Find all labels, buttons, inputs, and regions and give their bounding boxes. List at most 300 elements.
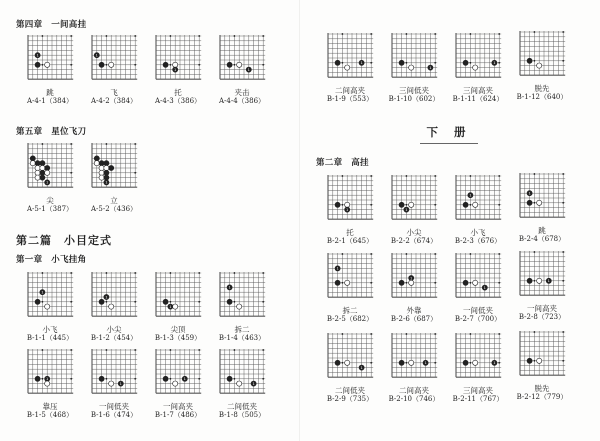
go-board-diagram — [218, 348, 267, 397]
black-stone-icon — [227, 376, 232, 381]
go-board-diagram — [218, 271, 267, 320]
svg-text:1: 1 — [183, 377, 186, 382]
go-board-diagram — [154, 271, 203, 320]
star-point-icon — [406, 62, 408, 64]
star-point-icon — [106, 301, 108, 303]
star-point-icon — [134, 143, 136, 145]
black-stone-icon — [399, 360, 404, 365]
joseki-name: 二间低夹 — [335, 386, 365, 396]
joseki-name: 小飞 — [42, 325, 58, 335]
svg-text:1: 1 — [528, 191, 531, 196]
joseki-code-page-ref: B-1-2（454） — [90, 334, 138, 343]
svg-text:1: 1 — [252, 381, 255, 386]
star-point-icon — [562, 251, 564, 253]
star-point-icon — [406, 204, 408, 206]
star-point-icon — [70, 378, 72, 380]
svg-text:1: 1 — [105, 180, 108, 185]
star-point-icon — [342, 362, 344, 364]
go-board-diagram — [154, 348, 203, 397]
black-stone-icon — [399, 202, 404, 207]
joseki-name: 二间低夹 — [227, 402, 257, 412]
svg-text:1: 1 — [493, 61, 496, 66]
star-point-icon — [262, 301, 264, 303]
star-point-icon — [534, 173, 536, 175]
joseki-code-page-ref: B-2-7（700） — [454, 315, 502, 324]
joseki-code-page-ref: B-2-10（746） — [388, 395, 440, 404]
joseki-name: 三间高夹 — [463, 86, 493, 96]
joseki-code-page-ref: B-2-1（645） — [326, 237, 374, 246]
joseki-code-page-ref: B-2-6（687） — [390, 315, 438, 324]
star-point-icon — [370, 204, 372, 206]
svg-text:1: 1 — [336, 266, 339, 271]
star-point-icon — [134, 64, 136, 66]
chapter-heading: 第五章 星位飞刀 — [16, 127, 87, 137]
star-point-icon — [498, 175, 500, 177]
star-point-icon — [342, 62, 344, 64]
go-board-diagram — [326, 332, 375, 381]
joseki-code-page-ref: A-5-1（387） — [26, 205, 74, 214]
star-point-icon — [42, 143, 44, 145]
svg-text:1: 1 — [119, 381, 122, 386]
joseki-name: 三间低夹 — [399, 86, 429, 96]
star-point-icon — [262, 349, 264, 351]
joseki-name: 立 — [110, 196, 118, 206]
go-board-diagram — [390, 252, 439, 301]
svg-text:1: 1 — [410, 276, 413, 281]
black-stone-icon — [463, 360, 468, 365]
chapter-heading: 第一章 小飞挂角 — [16, 255, 87, 265]
joseki-code-page-ref: A-4-2（384） — [90, 97, 138, 106]
star-point-icon — [134, 349, 136, 351]
svg-text:1: 1 — [174, 67, 177, 72]
star-point-icon — [434, 362, 436, 364]
joseki-entry — [502, 330, 582, 402]
white-stone-icon — [104, 165, 109, 170]
joseki-entry — [202, 348, 282, 420]
go-board-diagram — [518, 250, 567, 299]
go-board-diagram — [90, 348, 139, 397]
star-point-icon — [70, 35, 72, 37]
star-point-icon — [262, 378, 264, 380]
star-point-icon — [434, 204, 436, 206]
black-stone-icon — [335, 280, 340, 285]
joseki-name: 脱先 — [534, 384, 550, 394]
joseki-entry — [202, 34, 282, 106]
white-stone-icon — [99, 165, 104, 170]
white-stone-icon — [45, 170, 50, 175]
star-point-icon — [170, 64, 172, 66]
white-stone-icon — [30, 161, 35, 166]
black-stone-icon — [109, 165, 114, 170]
svg-text:1: 1 — [228, 285, 231, 290]
white-stone-icon — [473, 65, 478, 70]
black-stone-icon — [399, 280, 404, 285]
white-stone-icon — [237, 381, 242, 386]
black-stone-icon — [40, 175, 45, 180]
go-board-diagram — [90, 142, 139, 191]
go-board-diagram — [454, 174, 503, 223]
go-board-diagram — [326, 174, 375, 223]
star-point-icon — [170, 272, 172, 274]
white-stone-icon — [40, 165, 45, 170]
go-board-diagram — [390, 32, 439, 81]
star-point-icon — [370, 33, 372, 35]
star-point-icon — [134, 172, 136, 174]
white-stone-icon — [109, 381, 114, 386]
white-stone-icon — [237, 62, 242, 67]
go-board-diagram — [390, 174, 439, 223]
svg-text:1: 1 — [547, 279, 550, 284]
white-stone-icon — [99, 175, 104, 180]
go-board-diagram — [26, 142, 75, 191]
star-point-icon — [370, 253, 372, 255]
joseki-code-page-ref: B-2-4（678） — [518, 235, 566, 244]
star-point-icon — [470, 282, 472, 284]
joseki-code-page-ref: B-1-4（463） — [218, 334, 266, 343]
star-point-icon — [70, 64, 72, 66]
star-point-icon — [498, 282, 500, 284]
black-stone-icon — [40, 161, 45, 166]
star-point-icon — [70, 172, 72, 174]
star-point-icon — [170, 301, 172, 303]
go-board-diagram — [90, 34, 139, 83]
star-point-icon — [562, 60, 564, 62]
star-point-icon — [106, 349, 108, 351]
star-point-icon — [170, 378, 172, 380]
star-point-icon — [470, 253, 472, 255]
black-stone-icon — [99, 161, 104, 166]
star-point-icon — [406, 282, 408, 284]
black-stone-icon — [163, 376, 168, 381]
star-point-icon — [498, 204, 500, 206]
joseki-name: 小飞 — [470, 228, 486, 238]
white-stone-icon — [537, 63, 542, 68]
star-point-icon — [342, 204, 344, 206]
chapter-heading: 第二章 高挂 — [316, 158, 369, 168]
black-stone-icon — [335, 202, 340, 207]
star-point-icon — [170, 349, 172, 351]
joseki-code-page-ref: A-5-2（436） — [90, 205, 138, 214]
joseki-name: 拆二 — [342, 306, 358, 316]
star-point-icon — [534, 60, 536, 62]
star-point-icon — [134, 272, 136, 274]
joseki-name: 飞 — [110, 88, 118, 98]
star-point-icon — [562, 331, 564, 333]
go-board-diagram — [26, 34, 75, 83]
star-point-icon — [434, 33, 436, 35]
star-point-icon — [498, 362, 500, 364]
star-point-icon — [370, 282, 372, 284]
star-point-icon — [234, 349, 236, 351]
star-point-icon — [498, 33, 500, 35]
joseki-code-page-ref: B-2-8（723） — [518, 313, 566, 322]
white-stone-icon — [237, 304, 242, 309]
black-stone-icon — [527, 358, 532, 363]
white-stone-icon — [537, 358, 542, 363]
star-point-icon — [434, 253, 436, 255]
black-stone-icon — [227, 299, 232, 304]
star-point-icon — [262, 35, 264, 37]
white-stone-icon — [537, 200, 542, 205]
star-point-icon — [434, 62, 436, 64]
star-point-icon — [198, 301, 200, 303]
star-point-icon — [434, 175, 436, 177]
star-point-icon — [198, 349, 200, 351]
star-point-icon — [342, 175, 344, 177]
black-stone-icon — [399, 60, 404, 65]
white-stone-icon — [173, 62, 178, 67]
star-point-icon — [198, 35, 200, 37]
star-point-icon — [42, 349, 44, 351]
joseki-entry — [74, 142, 154, 214]
joseki-code-page-ref: B-1-7（486） — [154, 411, 202, 420]
star-point-icon — [370, 175, 372, 177]
white-stone-icon — [473, 280, 478, 285]
joseki-code-page-ref: B-1-10（602） — [388, 95, 440, 104]
joseki-name: 小尖 — [406, 228, 422, 238]
white-stone-icon — [473, 202, 478, 207]
star-point-icon — [342, 253, 344, 255]
star-point-icon — [342, 333, 344, 335]
star-point-icon — [134, 378, 136, 380]
svg-text:1: 1 — [483, 285, 486, 290]
joseki-name: 一间高夹 — [163, 402, 193, 412]
go-board-diagram — [454, 252, 503, 301]
black-stone-icon — [335, 60, 340, 65]
joseki-name: 拆二 — [234, 325, 250, 335]
svg-text:1: 1 — [346, 207, 349, 212]
joseki-code-page-ref: B-2-12（779） — [516, 393, 568, 402]
white-stone-icon — [45, 381, 50, 386]
joseki-code-page-ref: B-1-11（624） — [452, 95, 504, 104]
star-point-icon — [262, 64, 264, 66]
star-point-icon — [434, 333, 436, 335]
star-point-icon — [562, 360, 564, 362]
joseki-name: 一间高夹 — [527, 304, 557, 314]
volume-title: 下 册 — [420, 124, 478, 144]
white-stone-icon — [345, 280, 350, 285]
joseki-code-page-ref: B-1-12（640） — [516, 93, 568, 102]
star-point-icon — [106, 378, 108, 380]
star-point-icon — [42, 272, 44, 274]
go-board-diagram — [454, 332, 503, 381]
page-gutter — [299, 0, 300, 441]
star-point-icon — [406, 175, 408, 177]
black-stone-icon — [463, 280, 468, 285]
svg-text:1: 1 — [429, 65, 432, 70]
go-board-diagram — [26, 348, 75, 397]
joseki-code-page-ref: B-2-5（682） — [326, 315, 374, 324]
black-stone-icon — [527, 200, 532, 205]
star-point-icon — [406, 33, 408, 35]
black-stone-icon — [527, 278, 532, 283]
go-board-diagram — [326, 252, 375, 301]
joseki-entry — [502, 250, 582, 322]
go-board-diagram — [326, 32, 375, 81]
star-point-icon — [406, 362, 408, 364]
joseki-entry — [502, 172, 582, 244]
joseki-name: 二间高夹 — [399, 386, 429, 396]
joseki-name: 尖顶 — [170, 325, 186, 335]
star-point-icon — [234, 272, 236, 274]
star-point-icon — [42, 378, 44, 380]
white-stone-icon — [109, 62, 114, 67]
svg-text:1: 1 — [95, 53, 98, 58]
star-point-icon — [234, 301, 236, 303]
white-stone-icon — [345, 65, 350, 70]
black-stone-icon — [35, 62, 40, 67]
star-point-icon — [42, 64, 44, 66]
star-point-icon — [534, 280, 536, 282]
joseki-name: 托 — [174, 88, 182, 98]
white-stone-icon — [345, 360, 350, 365]
white-stone-icon — [173, 381, 178, 386]
joseki-code-page-ref: B-1-6（474） — [90, 411, 138, 420]
star-point-icon — [562, 173, 564, 175]
joseki-name: 跳 — [46, 88, 54, 98]
star-point-icon — [370, 362, 372, 364]
joseki-code-page-ref: B-1-8（505） — [218, 411, 266, 420]
joseki-code-page-ref: A-4-4（386） — [218, 97, 266, 106]
white-stone-icon — [45, 62, 50, 67]
joseki-name: 靠压 — [42, 402, 58, 412]
joseki-name: 二间高夹 — [335, 86, 365, 96]
joseki-name: 一间低夹 — [463, 306, 493, 316]
star-point-icon — [534, 202, 536, 204]
go-board-diagram — [90, 271, 139, 320]
joseki-entry — [202, 271, 282, 343]
star-point-icon — [106, 35, 108, 37]
joseki-code-page-ref: B-1-1（445） — [26, 334, 74, 343]
star-point-icon — [234, 35, 236, 37]
black-stone-icon — [463, 202, 468, 207]
white-stone-icon — [99, 170, 104, 175]
svg-text:1: 1 — [493, 361, 496, 366]
joseki-code-page-ref: B-2-3（676） — [454, 237, 502, 246]
joseki-code-page-ref: A-4-1（384） — [26, 97, 74, 106]
white-stone-icon — [173, 304, 178, 309]
joseki-name: 尖 — [46, 196, 54, 206]
go-board-diagram — [454, 32, 503, 81]
star-point-icon — [470, 333, 472, 335]
black-stone-icon — [99, 376, 104, 381]
joseki-code-page-ref: B-2-9（735） — [326, 395, 374, 404]
star-point-icon — [106, 272, 108, 274]
white-stone-icon — [473, 360, 478, 365]
star-point-icon — [106, 143, 108, 145]
star-point-icon — [170, 35, 172, 37]
svg-text:1: 1 — [247, 67, 250, 72]
black-stone-icon — [35, 299, 40, 304]
black-stone-icon — [40, 170, 45, 175]
star-point-icon — [434, 282, 436, 284]
go-board-diagram — [518, 330, 567, 379]
star-point-icon — [470, 362, 472, 364]
star-point-icon — [70, 349, 72, 351]
star-point-icon — [342, 282, 344, 284]
star-point-icon — [106, 64, 108, 66]
black-stone-icon — [335, 360, 340, 365]
joseki-name: 一间低夹 — [99, 402, 129, 412]
star-point-icon — [262, 272, 264, 274]
black-stone-icon — [30, 156, 35, 161]
go-board-diagram — [518, 30, 567, 79]
svg-text:1: 1 — [169, 304, 172, 309]
white-stone-icon — [94, 161, 99, 166]
joseki-name: 跳 — [538, 226, 546, 236]
star-point-icon — [470, 33, 472, 35]
star-point-icon — [70, 272, 72, 274]
star-point-icon — [198, 378, 200, 380]
star-point-icon — [562, 280, 564, 282]
go-board-diagram — [26, 271, 75, 320]
svg-text:1: 1 — [360, 365, 363, 370]
white-stone-icon — [35, 170, 40, 175]
black-stone-icon — [163, 299, 168, 304]
white-stone-icon — [35, 175, 40, 180]
joseki-entry — [502, 30, 582, 102]
svg-text:1: 1 — [36, 53, 39, 58]
star-point-icon — [134, 301, 136, 303]
star-point-icon — [562, 202, 564, 204]
black-stone-icon — [35, 376, 40, 381]
svg-text:1: 1 — [360, 61, 363, 66]
joseki-name: 托 — [346, 228, 354, 238]
star-point-icon — [562, 31, 564, 33]
black-stone-icon — [99, 299, 104, 304]
go-board-diagram — [154, 34, 203, 83]
star-point-icon — [470, 204, 472, 206]
black-stone-icon — [163, 62, 168, 67]
star-point-icon — [70, 301, 72, 303]
svg-text:1: 1 — [41, 290, 44, 295]
star-point-icon — [370, 62, 372, 64]
go-board-diagram — [390, 332, 439, 381]
white-stone-icon — [109, 304, 114, 309]
black-stone-icon — [104, 170, 109, 175]
black-stone-icon — [104, 175, 109, 180]
go-board-diagram — [518, 172, 567, 221]
joseki-code-page-ref: B-1-9（553） — [326, 95, 374, 104]
joseki-code-page-ref: B-2-2（674） — [390, 237, 438, 246]
black-stone-icon — [94, 156, 99, 161]
star-point-icon — [470, 62, 472, 64]
white-stone-icon — [45, 304, 50, 309]
star-point-icon — [498, 62, 500, 64]
star-point-icon — [498, 333, 500, 335]
star-point-icon — [470, 175, 472, 177]
star-point-icon — [406, 253, 408, 255]
white-stone-icon — [35, 165, 40, 170]
star-point-icon — [534, 31, 536, 33]
star-point-icon — [234, 64, 236, 66]
white-stone-icon — [409, 360, 414, 365]
svg-text:1: 1 — [405, 207, 408, 212]
joseki-code-page-ref: B-1-3（459） — [154, 334, 202, 343]
joseki-code-page-ref: B-2-11（767） — [452, 395, 504, 404]
black-stone-icon — [45, 165, 50, 170]
star-point-icon — [234, 378, 236, 380]
star-point-icon — [70, 143, 72, 145]
part-heading: 第二篇 小目定式 — [16, 234, 112, 247]
joseki-code-page-ref: B-1-5（468） — [26, 411, 74, 420]
star-point-icon — [198, 64, 200, 66]
white-stone-icon — [409, 280, 414, 285]
white-stone-icon — [537, 278, 542, 283]
star-point-icon — [198, 272, 200, 274]
black-stone-icon — [104, 161, 109, 166]
star-point-icon — [134, 35, 136, 37]
